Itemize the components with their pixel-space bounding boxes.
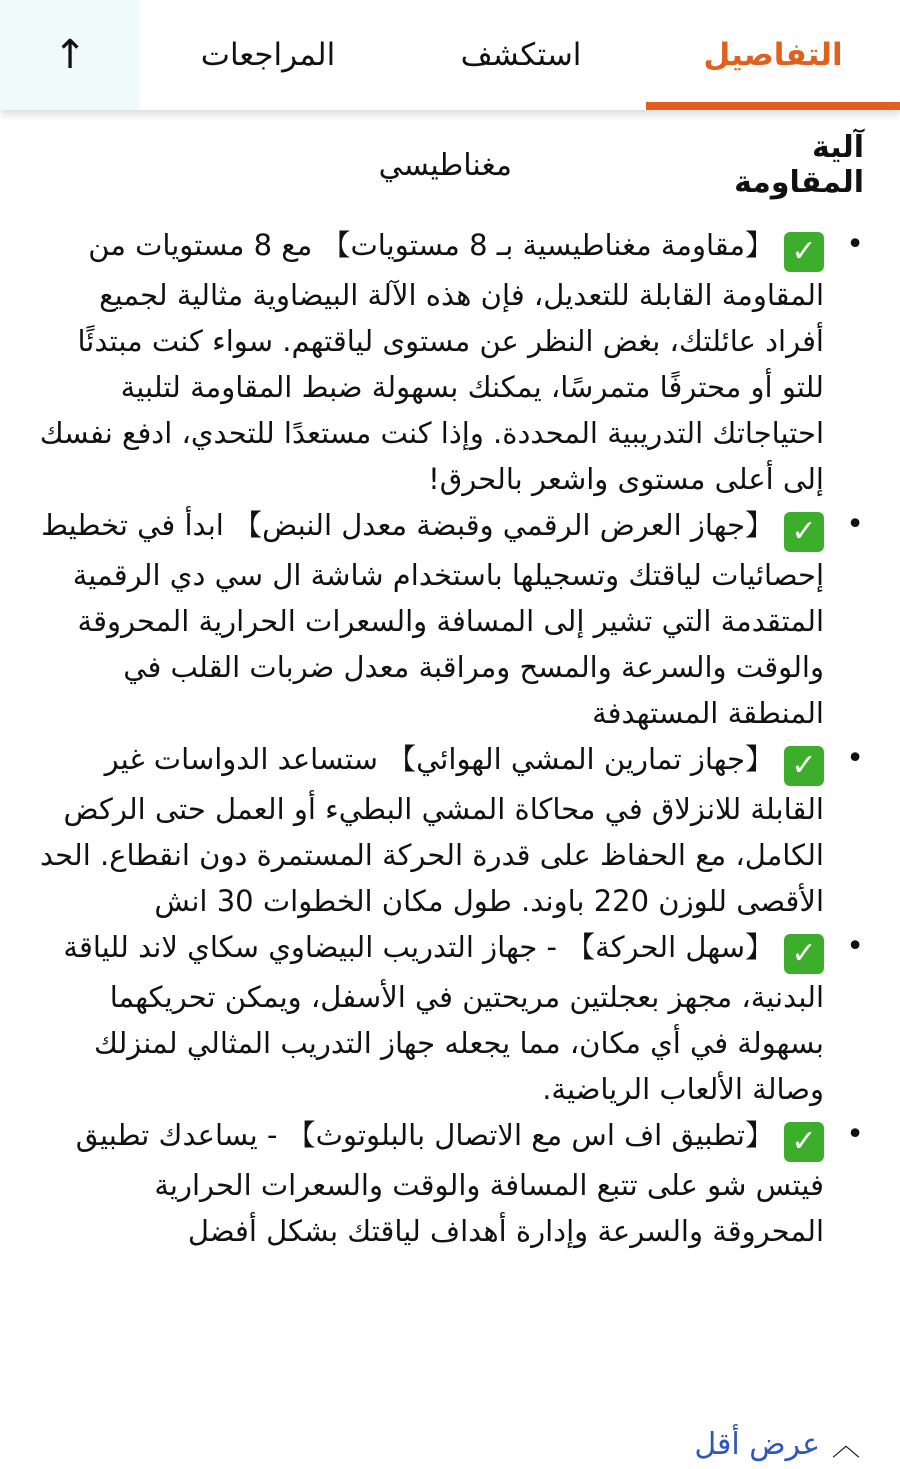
feature-text: ابدأ في تخطيط إحصائيات لياقتك وتسجيلها باستخدام شاشة ال سي دي الرقمية المتقدمة التي تشير إلى المسافة والسعرات الحرارية المحروقة والوقت والسرعة والمسح ومراقبة معدل ضربات القلب في المنطقة المستهدفة [41,508,824,730]
list-item [34,924,824,1112]
feature-text: - جهاز التدريب البيضاوي سكاي لاند للياقة البدنية، مجهز بعجلتين مريحتين في الأسفل، ويمكن تحريكهما بسهولة في أي مكان، مما يجعله جهاز التدريب المثالي لمنزلك وصالة الألعاب الرياضية. [63,930,824,1106]
check-icon: ✓ [784,232,824,272]
list-item [34,502,824,736]
feature-text: ستساعد الدواسات غير القابلة للانزلاق في محاكاة المشي البطيء أو العمل حتى الركض الكامل، مع الحفاظ على قدرة الحركة المستمرة دون انقطاع. الحد الأقصى للوزن 220 باوند. طول مكان الخطوات 30 انش [39,742,824,918]
show-less-button[interactable] [694,1419,860,1469]
feature-title: 【مقاومة مغناطيسية بـ 8 مستويات】 [321,228,774,262]
list-item [34,1112,824,1254]
scroll-top-button[interactable] [0,0,140,110]
feature-text: - يساعدك تطبيق فيتس شو على تتبع المسافة والوقت والسعرات الحرارية المحروقة والسرعة وإدارة أهداف لياقتك بشكل أفضل [75,1118,824,1248]
spec-value: مغناطيسي [378,147,512,183]
check-icon: ✓ [784,1122,824,1162]
tab-details[interactable]: التفاصيل [646,0,900,110]
arrow-up-icon: ↑ [53,32,87,78]
check-icon: ✓ [784,934,824,974]
tab-explore[interactable]: استكشف [460,37,582,73]
list-item [34,222,824,502]
spec-row [0,130,864,200]
feature-text: مع 8 مستويات من المقاومة القابلة للتعديل، فإن هذه الآلة البيضاوية مثالية لجميع أفراد عائلتك، بغض النظر عن مستوى لياقتهم. سواء كنت مبتدئًا للتو أو محترفًا متمرسًا، يمكنك بسهولة ضبط المقاومة لتلبية احتياجاتك التدريبية المحددة. وإذا كنت مستعدًا للتحدي، ادفع نفسك إلى أعلى مستوى واشعر بالحرق! [39,228,824,496]
show-less-label: عرض أقل [694,1426,820,1462]
feature-list [34,222,864,1254]
feature-title: 【سهل الحركة】 [566,930,774,964]
tab-reviews[interactable]: المراجعات [200,37,336,73]
check-icon: ✓ [784,512,824,552]
feature-title: 【تطبيق اف اس مع الاتصال بالبلوتوث】 [286,1118,774,1152]
check-icon: ✓ [784,746,824,786]
spec-key: آلية المقاومة [734,130,864,200]
feature-title: 【جهاز العرض الرقمي وقبضة معدل النبض】 [233,508,774,542]
feature-title: 【جهاز تمارين المشي الهوائي】 [387,742,774,776]
list-item [34,736,824,924]
tab-bar [0,0,900,110]
chevron-up-icon: ︿ [831,1429,860,1462]
